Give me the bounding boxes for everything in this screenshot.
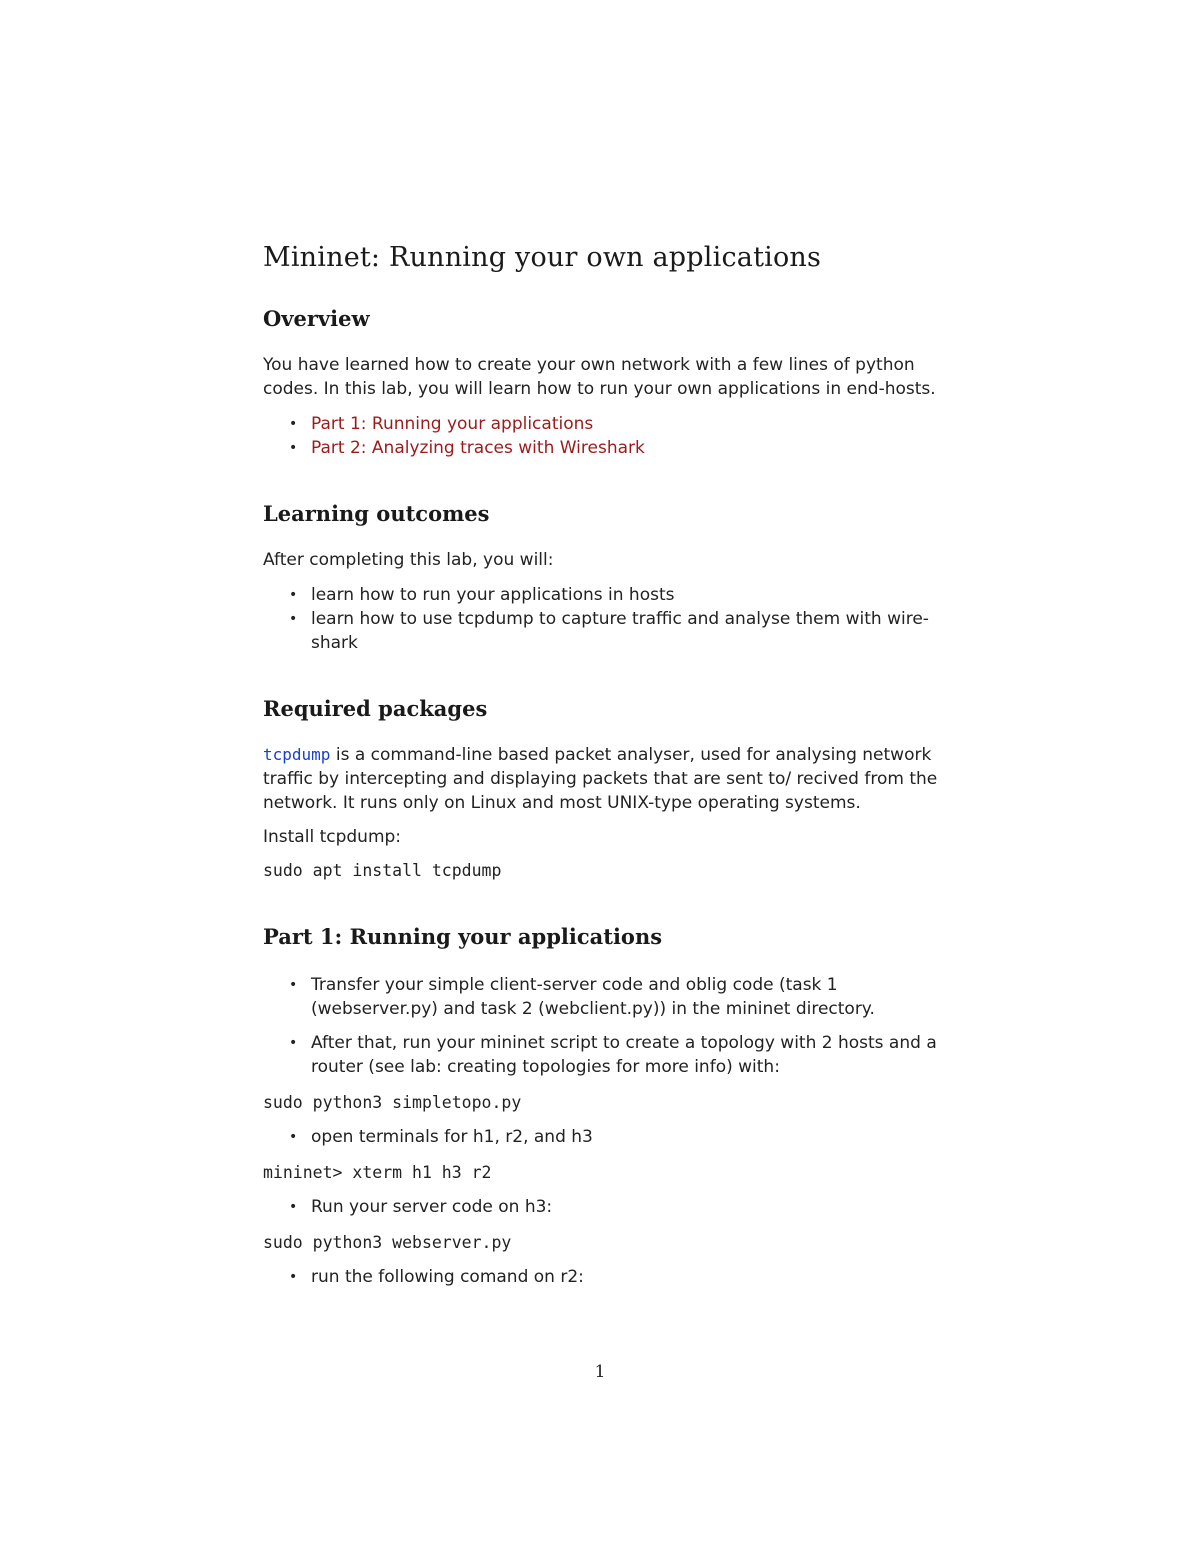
list-item [263,1265,943,1289]
bullet-icon: • [289,1269,298,1285]
packages-description [263,743,943,815]
list-item [263,1125,943,1149]
overview-heading: Overview [263,306,370,331]
bullet-icon: • [289,1129,298,1145]
overview-text: You have learned how to create your own network with a few lines of python codes. In this lab, you will learn how to run your own applications in end-hosts. [263,355,936,399]
part1-steps-list [263,973,943,1079]
learning-outcomes-heading: Learning outcomes [263,501,490,526]
step-text: Transfer your simple client-server code and oblig code (task 1 (webserver.py) and task 2 (webclient.py)) in the mininet directory. [311,975,875,1019]
page-number: 1 [594,1362,606,1382]
required-packages-heading: Required packages [263,696,488,721]
outcome-text: learn how to use tcpdump to capture traffic and analyse them with wire-shark [311,609,929,653]
install-command: sudo apt install tcpdump [263,861,502,880]
page-title: Mininet: Running your own applications [263,242,822,273]
list-item [263,436,943,460]
step-text: run the following comand on r2: [311,1267,584,1287]
part1-link[interactable]: Part 1: Running your applications [311,414,594,434]
part1-steps-list [263,1265,943,1289]
tcpdump-link[interactable]: tcpdump [263,745,331,764]
part1-steps-list [263,1195,943,1219]
run-topology-command: sudo python3 simpletopo.py [263,1093,522,1112]
bullet-icon: • [289,587,298,603]
list-item [263,412,943,436]
step-text: Run your server code on h3: [311,1197,553,1217]
bullet-icon: • [289,1199,298,1215]
part1-steps-list [263,1125,943,1149]
bullet-icon: • [289,440,298,456]
learning-outcomes-list [263,583,943,655]
step-text: open terminals for h1, r2, and h3 [311,1127,593,1147]
part2-link[interactable]: Part 2: Analyzing traces with Wireshark [311,438,645,458]
learning-intro: After completing this lab, you will: [263,550,554,570]
step-text: After that, run your mininet script to create a topology with 2 hosts and a router (see lab: creating topologies for more info) with: [311,1033,937,1077]
bullet-icon: • [289,416,298,432]
xterm-command: mininet> xterm h1 h3 r2 [263,1163,492,1182]
list-item [263,973,943,1021]
overview-link-list [263,412,943,460]
list-item [263,607,943,655]
outcome-text: learn how to run your applications in hosts [311,585,675,605]
list-item [263,1195,943,1219]
document-page [263,236,943,1289]
part1-heading: Part 1: Running your applications [263,924,663,949]
webserver-command: sudo python3 webserver.py [263,1233,512,1252]
bullet-icon: • [289,977,298,993]
bullet-icon: • [289,1035,298,1051]
bullet-icon: • [289,611,298,627]
packages-description-text: is a command-line based packet analyser, used for analysing network traffic by intercepting and displaying packets that are sent to/ recived from the network. It runs only on Linux and most UNIX-type operating systems. [263,745,938,813]
list-item [263,583,943,607]
list-item [263,1031,943,1079]
install-label: Install tcpdump: [263,827,402,847]
